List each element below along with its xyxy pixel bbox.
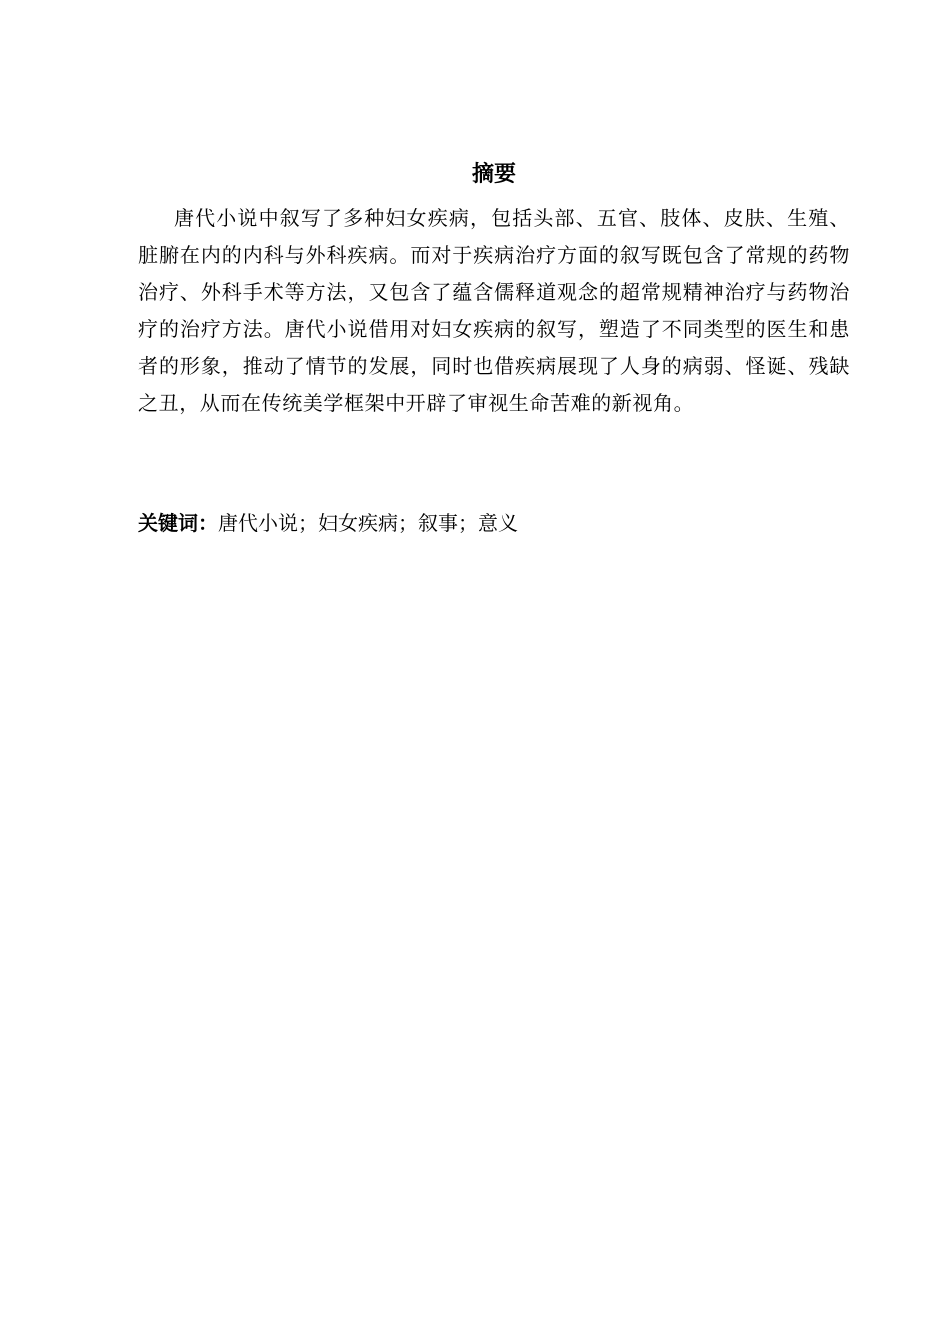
keywords-label: 关键词： [138,511,218,535]
abstract-title: 摘要 [471,162,516,187]
keywords-line [138,507,850,539]
keywords-value: 唐代小说；妇女疾病；叙事；意义 [218,511,518,535]
abstract-body: 唐代小说中叙写了多种妇女疾病，包括头部、五官、肢体、皮肤、生殖、脏腑在内的内科与外科疾病。而对于疾病治疗方面的叙写既包含了常规的药物治疗、外科手术等方法，又包含了蕴含儒释道观念的超常规精神治疗与药物治疗的治疗方法。唐代小说借用对妇女疾病的叙写，塑造了不同类型的医生和患者的形象，推动了情节的发展，同时也借疾病展现了人身的病弱、怪诞、残缺之丑，从而在传统美学框架中开辟了审视生命苦难的新视角。 [138,206,850,415]
